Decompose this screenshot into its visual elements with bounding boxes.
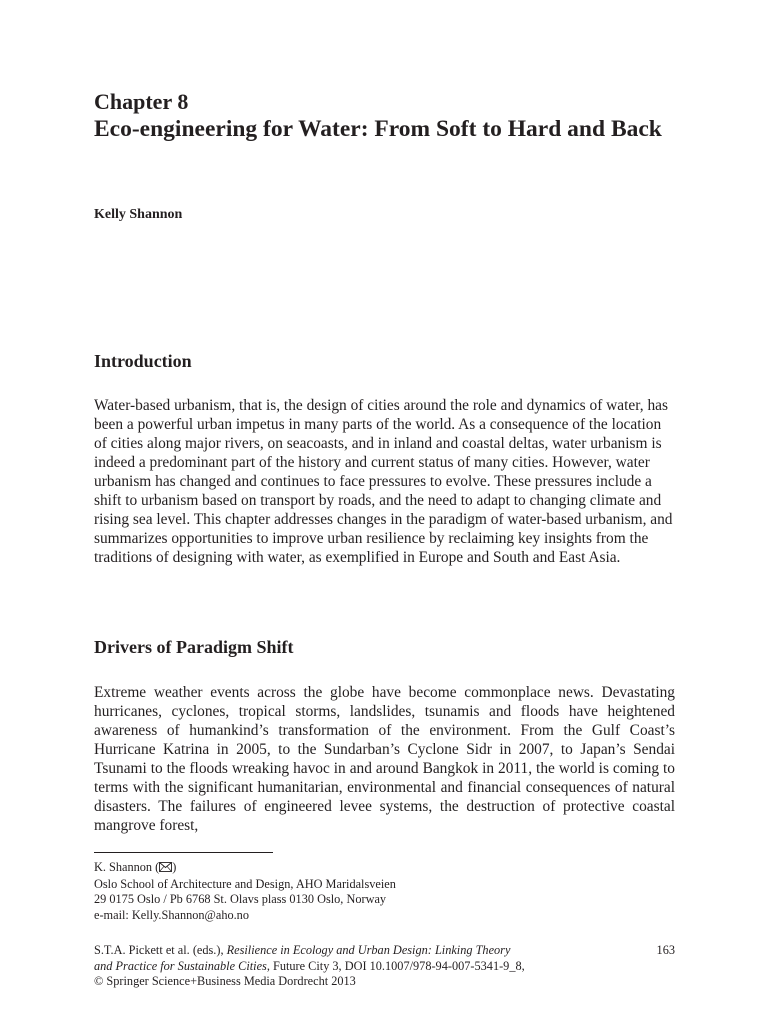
author-footnote (94, 860, 675, 923)
citation-book-title-part2: and Practice for Sustainable Cities (94, 958, 267, 973)
chapter-title: Eco-engineering for Water: From Soft to Hard and Back (94, 116, 662, 142)
citation-editors: S.T.A. Pickett et al. (eds.), (94, 943, 227, 957)
page-number: 163 (656, 943, 675, 957)
citation-series-doi: , Future City 3, DOI 10.1007/978-94-007-5341-9_8, (266, 958, 525, 973)
paragraph-introduction: Water-based urbanism, that is, the design of cities around the role and dynamics of water, has been a powerful urban impetus in many parts of the world. As a consequence of the location of cities along major rivers, on seacoasts, and in inland and coastal deltas, water urbanism is indeed a predominant part of the history and current status of many cities. However, water urbanism has changed and continues to face pressures to evolve. These pressures include a shift to urbanism based on transport by roads, and the need to adapt to changing climate and rising sea level. This chapter addresses changes in the paradigm of water-based urbanism, and summarizes opportunities to improve urban resilience by reclaiming key insights from the traditions of designing with water, as exemplified in Europe and South and East Asia. (94, 397, 673, 566)
footnote-divider (94, 852, 273, 853)
author-name: Kelly Shannon (94, 207, 183, 222)
footnote-author: K. Shannon ( (94, 860, 160, 874)
footnote-address: 29 0175 Oslo / Pb 6768 St. Olavs plass 0130 Oslo, Norway (94, 892, 387, 906)
footnote-affiliation: Oslo School of Architecture and Design, AHO Maridalsveien (94, 876, 396, 891)
source-citation (94, 943, 614, 990)
citation-line-1 (94, 943, 614, 959)
footnote-email[interactable]: e-mail: Kelly.Shannon@aho.no (94, 907, 249, 922)
citation-book-title-part1: Resilience in Ecology and Urban Design: Linking Theory (226, 943, 511, 957)
citation-copyright: © Springer Science+Business Media Dordrecht 2013 (94, 974, 356, 988)
citation-line-2 (94, 959, 614, 975)
paragraph-drivers: Extreme weather events across the globe have become commonplace news. Devastating hurricanes, cyclones, tropical storms, landslides, tsunamis and floods have heightened awareness of humankind’s transformation of the environment. From the Gulf Coast’s Hurricane Katrina in 2005, to the Sundarban’s Cyclone Sidr in 2007, to Japan’s Sendai Tsunami to the floods wreaking havoc in and around Bangkok in 2011, the world is coming to terms with the significant humanitarian, environmental and financial consequences of natural disasters. The failures of engineered levee systems, the destruction of protective coastal mangrove forest, (94, 684, 675, 834)
chapter-label: Chapter 8 (94, 89, 189, 114)
envelope-icon (159, 861, 172, 877)
section-heading-drivers: Drivers of Paradigm Shift (94, 637, 294, 657)
footnote-author-line (94, 860, 675, 877)
section-heading-introduction: Introduction (94, 351, 192, 371)
footnote-author-close: ) (172, 860, 177, 874)
